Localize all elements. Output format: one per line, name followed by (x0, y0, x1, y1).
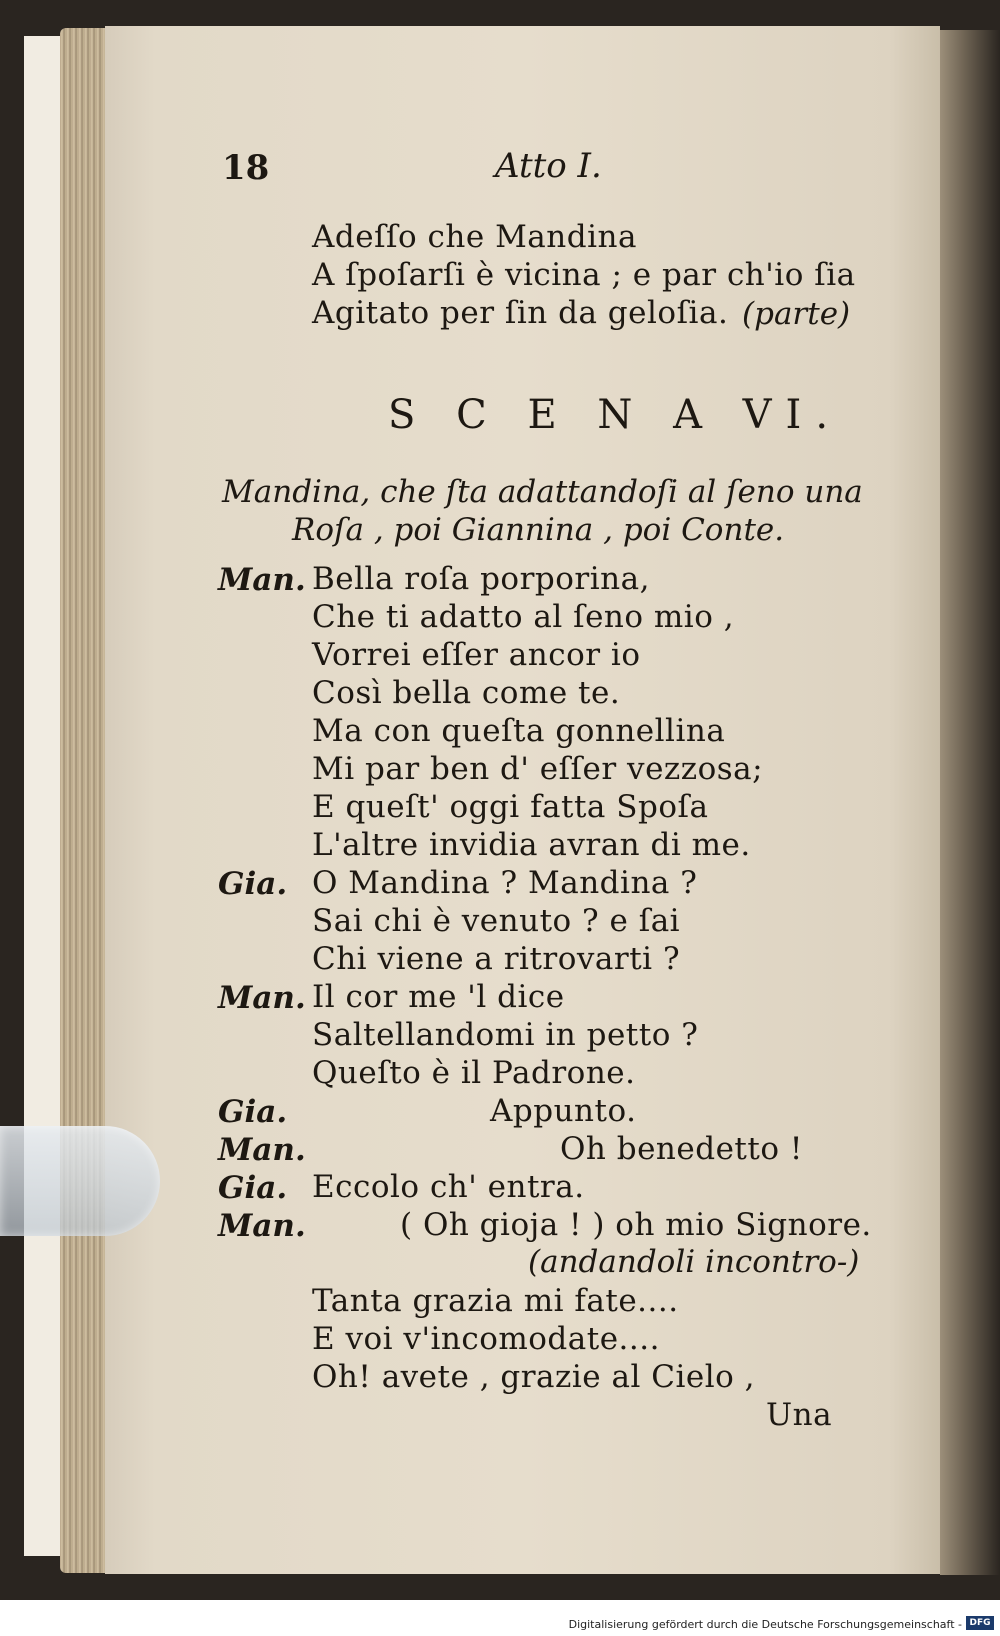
dfg-logo: DFG (966, 1616, 994, 1630)
verse-line: Vorrei eſſer ancor io (312, 637, 641, 673)
verse-line: Che ti adatto al ſeno mio , (312, 599, 735, 635)
verse-line: Il cor me 'l dice (312, 979, 565, 1015)
verse-line: ( Oh gioja ! ) oh mio Signore. (400, 1207, 872, 1243)
funding-notice: Digitalisierung gefördert durch die Deutsche Forschungsgemeinschaft - (568, 1618, 962, 1631)
verse-line: Oh benedetto ! (560, 1131, 803, 1167)
verse-line: Eccolo ch' entra. (312, 1169, 585, 1205)
verse-line: E voi v'incomodate.... (312, 1321, 660, 1357)
verse-line: Così bella come te. (312, 675, 621, 711)
speaker-label: Gia. (218, 1170, 288, 1206)
verse-line: L'altre invidia avran di me. (312, 827, 751, 863)
speaker-label: Man. (218, 980, 306, 1016)
verse-line: Chi viene a ritrovarti ? (312, 941, 681, 977)
verse-line: A ſpoſarſi è vicina ; e par ch'io ſia (312, 257, 856, 293)
speaker-label: Man. (218, 1132, 306, 1168)
stage-direction: (parte) (742, 296, 851, 332)
verse-line: Adeſſo che Mandina (312, 219, 637, 255)
catchword: Una (766, 1397, 833, 1433)
speaker-label: Gia. (218, 866, 288, 902)
verse-line: Sai chi è venuto ? e ſai (312, 903, 681, 939)
page-number: 18 (222, 148, 270, 188)
scene-direction: Mandina, che ſta adattandoſi al ſeno una (222, 474, 863, 510)
verse-line: E queſt' oggi fatta Spoſa (312, 789, 709, 825)
verse-line: Queſto è il Padrone. (312, 1055, 636, 1091)
verse-line: Appunto. (490, 1093, 637, 1129)
verse-line: Mi par ben d' eſſer vezzosa; (312, 751, 764, 787)
page-clip (0, 1126, 160, 1236)
stage-direction: (andandoli incontro-) (528, 1244, 860, 1280)
verse-line: Bella roſa porporina, (312, 561, 650, 597)
speaker-label: Man. (218, 1208, 306, 1244)
running-head: Atto I. (495, 146, 602, 186)
verse-line: Saltellandomi in petto ? (312, 1017, 699, 1053)
verse-line: Oh! avete , grazie al Cielo , (312, 1359, 756, 1395)
verse-line: Tanta grazia mi fate.... (312, 1283, 679, 1319)
binding-shadow (940, 30, 1000, 1575)
scene-title: S C E N A VI. (388, 392, 843, 438)
verse-line: Ma con queſta gonnellina (312, 713, 726, 749)
speaker-label: Man. (218, 562, 306, 598)
speaker-label: Gia. (218, 1094, 288, 1130)
verse-line: O Mandina ? Mandina ? (312, 865, 698, 901)
scene-direction: Roſa , poi Giannina , poi Conte. (292, 512, 785, 548)
opposite-page-edge (24, 36, 64, 1556)
verse-line: Agitato per ſin da geloſia. (312, 295, 729, 331)
